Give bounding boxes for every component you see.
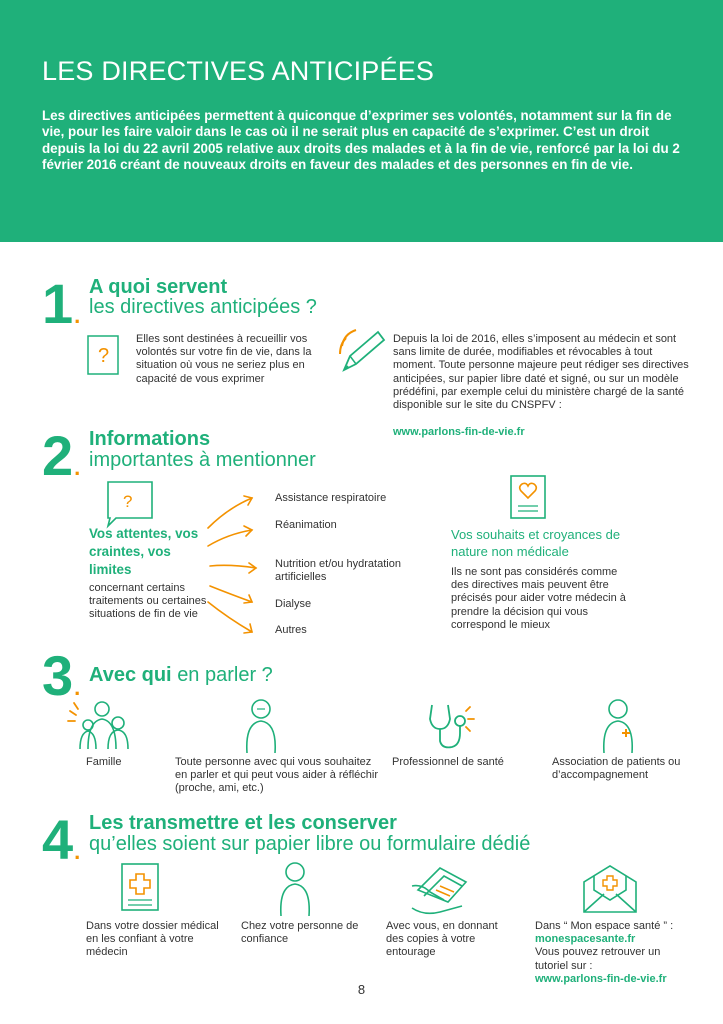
- envelope-cross-icon: [582, 864, 640, 916]
- s2-item-5: Autres: [275, 624, 307, 636]
- svg-text:?: ?: [98, 345, 110, 367]
- hands-papers-icon: [410, 862, 472, 918]
- s3-item-1: Famille: [86, 756, 122, 768]
- person-icon: [277, 860, 313, 918]
- section-2-subtitle: importantes à mentionner: [89, 449, 316, 471]
- stethoscope-icon: [426, 703, 474, 753]
- s3-item-4: Association de patients ou d’accompagnement: [552, 756, 681, 782]
- s2-item-2: Réanimation: [275, 519, 337, 531]
- family-icon: [66, 697, 134, 755]
- s4-last-line1: Dans “ Mon espace santé ” :: [535, 920, 674, 932]
- question-icon: [86, 332, 124, 378]
- s2-item-4: Dialyse: [275, 598, 312, 610]
- section-4-subtitle: qu’elles soient sur papier libre ou formulaire dédié: [89, 833, 531, 855]
- s1-link[interactable]: www.parlons-fin-de-vie.fr: [393, 426, 525, 438]
- s2-item-1: Assistance respiratoire: [275, 492, 387, 504]
- section-2-title: Informations: [89, 428, 211, 450]
- document-heart-icon: [508, 474, 550, 522]
- s2-left-heading: Vos attentes, vos craintes, vos limites: [89, 526, 199, 577]
- s1-right-text: Depuis la loi de 2016, elles s’imposent au médecin et sont sans limite de durée, modifiables et révocables à tout moment. Toute personne majeure peut rédiger ses directives anticipées, sur papier libre daté et signé, ou sur un modèle prédéfini, par exemple celui du ministère chargé de la santé disponible sur le site du CNSPFV :: [393, 333, 689, 412]
- s2-left-text: concernant certains traitements ou certaines situations de fin de vie: [89, 582, 207, 621]
- section-1-subtitle: les directives anticipées ?: [89, 296, 317, 318]
- page-title: LES DIRECTIVES ANTICIPÉES: [42, 56, 435, 86]
- intro-paragraph: Les directives anticipées permettent à quiconque d’exprimer ses volontés, notamment sur la fin de vie, pour les faire valoir dans le cas où il ne serait plus en capacité de s’exprimer. C’est un droit depuis la loi du 22 avril 2005 relative aux droits des malades et à la fin de vie, renforcé par la loi du 2 février 2016 créant de nouveaux droits en faveur des malades et des personnes en fin de vie.: [42, 108, 680, 173]
- s4-last-link2[interactable]: www.parlons-fin-de-vie.fr: [535, 972, 667, 985]
- section-1-number: 1.: [42, 272, 81, 335]
- s2-right-heading: Vos souhaits et croyances de nature non médicale: [451, 527, 621, 559]
- s3-item-2: Toute personne avec qui vous souhaitez en parler et qui peut vous aider à réfléchir (proche, ami, etc.): [175, 756, 379, 795]
- speech-bubble-icon: [104, 480, 158, 530]
- section-1-title: A quoi servent: [89, 276, 228, 298]
- svg-text:?: ?: [123, 492, 133, 511]
- page-number: 8: [357, 982, 366, 997]
- s4-last-link1[interactable]: monespacesante.fr: [535, 933, 636, 946]
- s4-item-2: Chez votre personne de confiance: [241, 920, 359, 946]
- person-icon: [243, 697, 279, 755]
- medical-file-icon: [118, 862, 162, 914]
- section-4-title: Les transmettre et les conserver: [89, 812, 397, 834]
- pencil-icon: [338, 326, 388, 382]
- s4-last-line2: Vous pouvez retrouver un tutoriel sur :: [535, 946, 661, 972]
- s3-item-3: Professionnel de santé: [392, 756, 504, 768]
- arrows-icon: [200, 490, 270, 640]
- s2-item-3: Nutrition et/ou hydratation artificielles: [275, 558, 401, 584]
- section-4-number: 4.: [42, 808, 81, 871]
- s4-item-4: [535, 920, 705, 986]
- s2-right-text: Ils ne sont pas considérés comme des directives mais peuvent être précisés pour aider votre médecin à prendre la décision qui vous correspond le mieux: [451, 566, 626, 631]
- section-2-number: 2.: [42, 424, 81, 487]
- person-cross-icon: [600, 697, 636, 755]
- section-3-title: Avec qui en parler ?: [89, 664, 273, 686]
- s4-item-3: Avec vous, en donnant des copies à votre entourage: [386, 920, 498, 959]
- section-3-number: 3.: [42, 644, 81, 707]
- s1-left-text: Elles sont destinées à recueillir vos volontés sur votre fin de vie, dans la situation où vous ne seriez plus en capacité de vous exprimer: [136, 333, 312, 385]
- s4-item-1: Dans votre dossier médical en les confiant à votre médecin: [86, 920, 219, 959]
